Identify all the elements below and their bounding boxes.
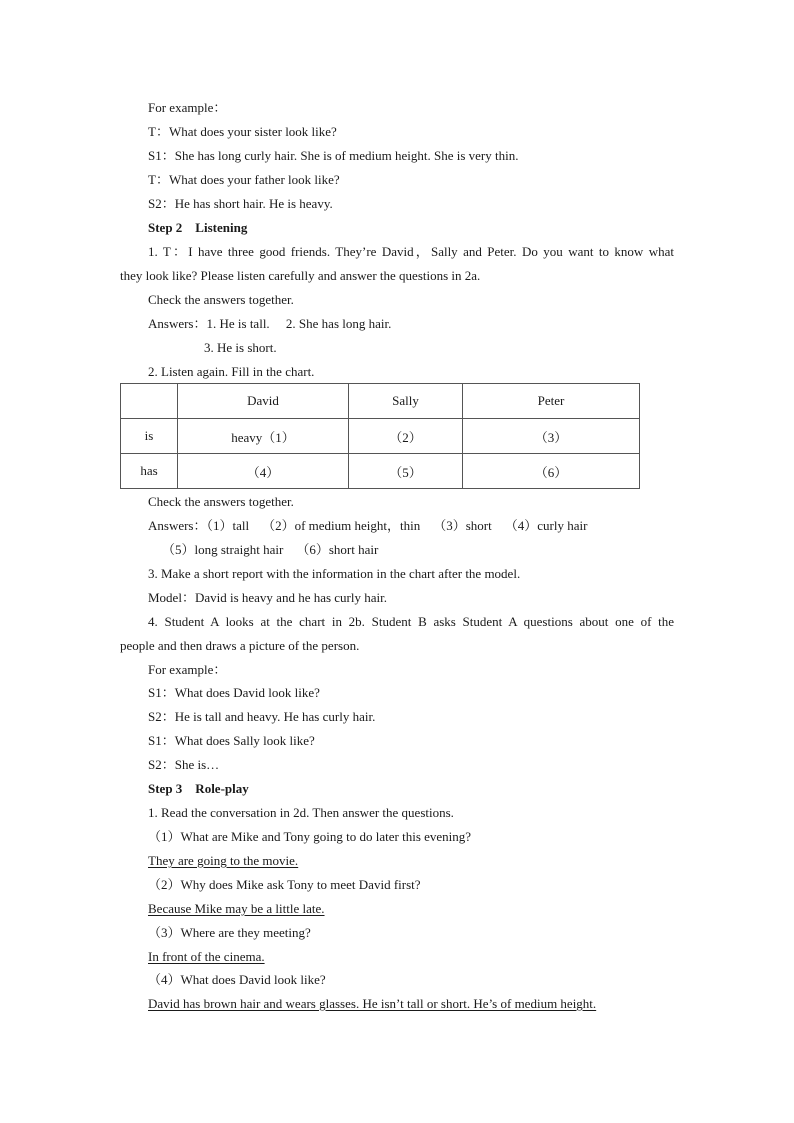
table-header-cell: Sally [349, 384, 463, 419]
dialogue-line: S2：He is tall and heavy. He has curly hair. [148, 709, 376, 724]
dialogue-line: S2：He has short hair. He is heavy. [148, 196, 333, 211]
step2-paragraph-1-cont: they look like? Please listen carefully and answer the questions in 2a. [120, 268, 481, 283]
dialogue-line: S1：What does Sally look like? [148, 733, 315, 748]
dialogue-line: S1：She has long curly hair. She is of medium height. She is very thin. [148, 148, 519, 163]
table-cell: （3） [463, 419, 640, 454]
step2-paragraph-2: 2. Listen again. Fill in the chart. [148, 364, 315, 379]
fill-in-chart [120, 383, 640, 489]
step2-heading: Step 2 Listening [148, 220, 248, 235]
table-header-row [121, 384, 640, 419]
table-cell: （6） [463, 454, 640, 489]
question: （3）Where are they meeting? [148, 925, 311, 940]
answers-line: 3. He is short. [204, 340, 277, 355]
table-cell: （5） [349, 454, 463, 489]
table-cell: heavy（1） [178, 419, 349, 454]
answer: David has brown hair and wears glasses. He isn’t tall or short. He’s of medium height. [148, 996, 597, 1011]
answers-line: Answers：（1）tall （2）of medium height，thin （3）short （4）curly hair [148, 518, 588, 533]
for-example-label: For example： [148, 100, 227, 115]
table-row-label: is [121, 419, 178, 454]
table-row [121, 454, 640, 489]
for-example-label: For example： [148, 662, 227, 677]
table-cell: （4） [178, 454, 349, 489]
step2-paragraph-3: 3. Make a short report with the information in the chart after the model. [148, 566, 521, 581]
answer: In front of the cinema. [148, 949, 265, 964]
question: （1）What are Mike and Tony going to do later this evening? [148, 829, 472, 844]
question: （2）Why does Mike ask Tony to meet David first? [148, 877, 421, 892]
answers-line: Answers：1. He is tall. 2. She has long hair. [148, 316, 392, 331]
step2-paragraph-4-cont: people and then draws a picture of the person. [120, 638, 360, 653]
step3-paragraph-1: 1. Read the conversation in 2d. Then answer the questions. [148, 805, 454, 820]
step2-paragraph-1: 1. T：I have three good friends. They’re David，Sally and Peter. Do you want to know what [148, 244, 674, 259]
dialogue-line: T：What does your father look like? [148, 172, 340, 187]
table-cell [121, 384, 178, 419]
answer: They are going to the movie. [148, 853, 299, 868]
check-answers: Check the answers together. [148, 494, 294, 509]
table-row [121, 419, 640, 454]
table-row-label: has [121, 454, 178, 489]
step3-heading: Step 3 Role-play [148, 781, 249, 796]
dialogue-line: S1：What does David look like? [148, 685, 320, 700]
dialogue-line: S2：She is… [148, 757, 220, 772]
check-answers: Check the answers together. [148, 292, 294, 307]
step2-paragraph-4: 4. Student A looks at the chart in 2b. Student B asks Student A questions about one of the [148, 614, 674, 629]
question: （4）What does David look like? [148, 972, 326, 987]
table-header-cell: David [178, 384, 349, 419]
dialogue-line: T：What does your sister look like? [148, 124, 337, 139]
model-line: Model：David is heavy and he has curly hair. [148, 590, 387, 605]
answer: Because Mike may be a little late. [148, 901, 325, 916]
table-header-cell: Peter [463, 384, 640, 419]
table-cell: （2） [349, 419, 463, 454]
answers-line: （5）long straight hair （6）short hair [162, 542, 379, 557]
